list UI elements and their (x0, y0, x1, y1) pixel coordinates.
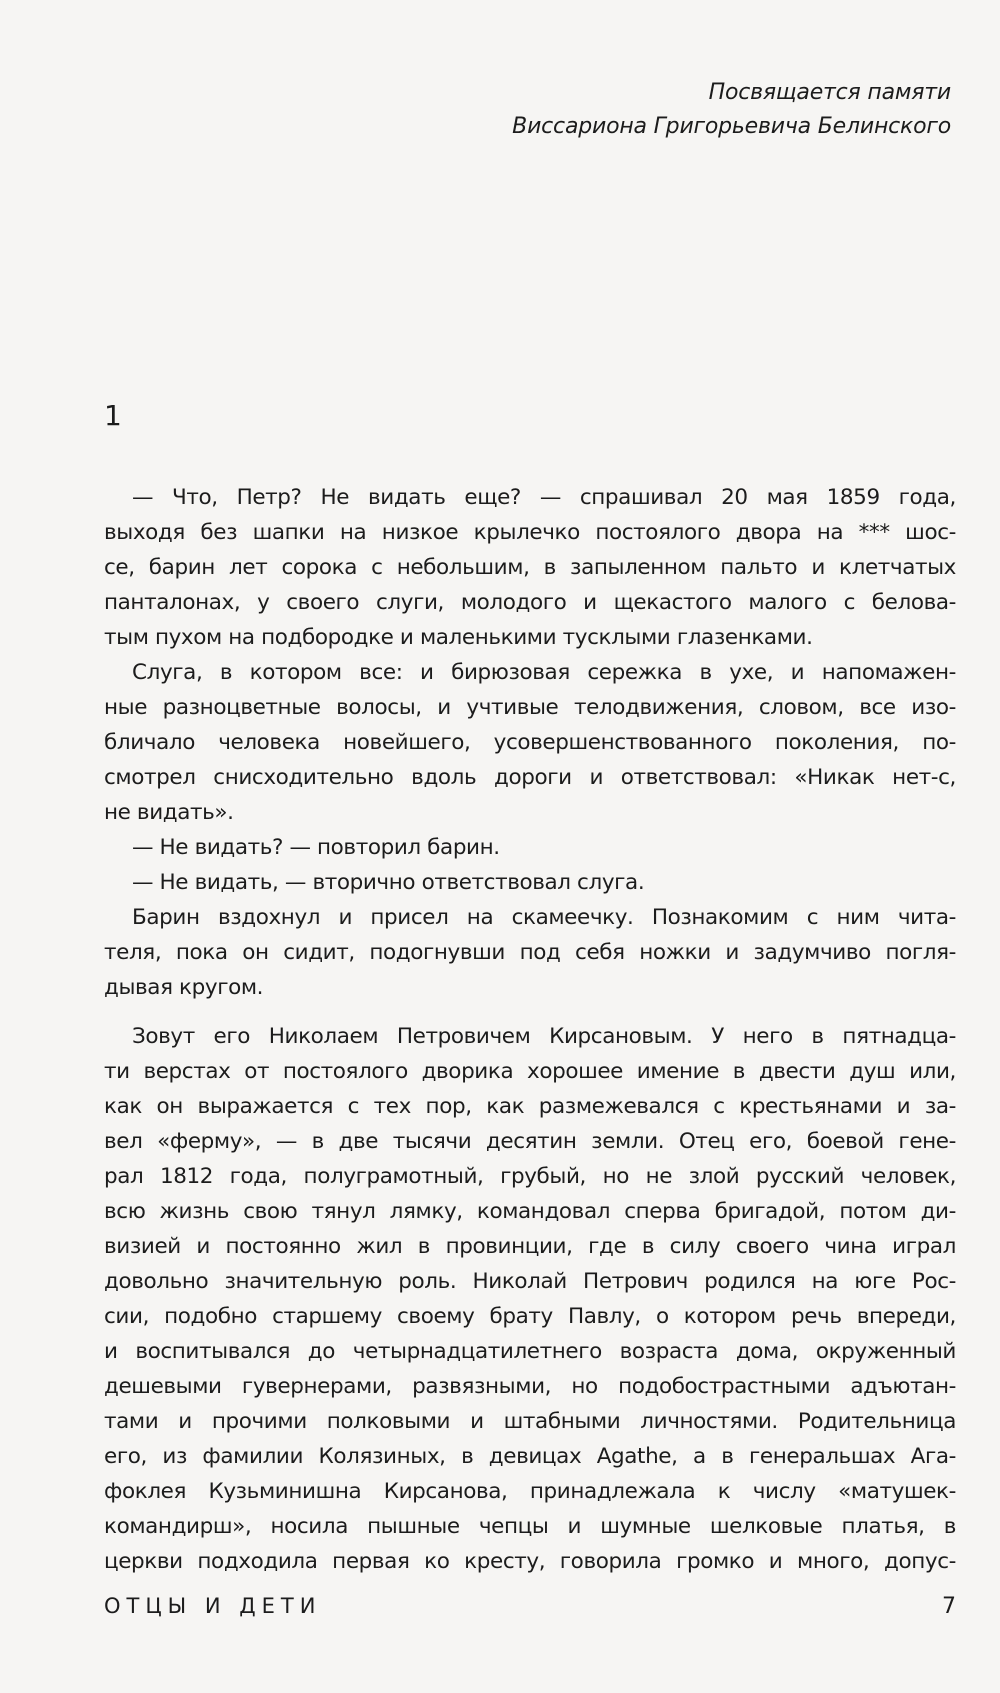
text-line: тами и прочими полковыми и штабными личностями. Родительница (104, 1409, 956, 1434)
text-line: дывая кругом. (104, 975, 264, 1000)
chapter-number: 1 (104, 399, 122, 432)
text-line: се, барин лет сорока с небольшим, в запыленном пальто и клетчатых (104, 555, 956, 580)
text-line: Зовут его Николаем Петровичем Кирсановым. У него в пятнадца- (132, 1024, 956, 1049)
paragraph (104, 830, 956, 865)
text-line: его, из фамилии Колязиных, в девицах Agathe, а в генеральшах Ага- (104, 1444, 956, 1469)
text-line: выходя без шапки на низкое крылечко постоялого двора на *** шос- (104, 520, 956, 545)
paragraph-gap (104, 1005, 956, 1019)
text-line: ные разноцветные волосы, и учтивые телодвижения, словом, все изо- (104, 695, 956, 720)
text-line: церкви подходила первая ко кресту, говорила громко и много, допус- (104, 1549, 956, 1574)
text-line: бличало человека новейшего, усовершенствованного поколения, по- (104, 730, 956, 755)
text-line: — Не видать, — вторично ответствовал слуга. (132, 870, 645, 895)
text-line: командирш», носила пышные чепцы и шумные шелковые платья, в (104, 1514, 956, 1539)
epigraph (351, 76, 951, 144)
text-line: панталонах, у своего слуги, молодого и щекастого малого с белова- (104, 590, 956, 615)
epigraph-line: Посвящается памяти (708, 80, 951, 105)
epigraph-line: Виссариона Григорьевича Белинского (512, 114, 951, 139)
text-line: тым пухом на подбородке и маленькими тусклыми глазенками. (104, 625, 813, 650)
text-line: рал 1812 года, полуграмотный, грубый, но не злой русский человек, (104, 1164, 956, 1189)
paragraph (104, 1019, 956, 1579)
text-line: — Не видать? — повторил барин. (132, 835, 500, 860)
text-line: и воспитывался до четырнадцатилетнего возраста дома, окруженный (104, 1339, 956, 1364)
text-line: Барин вздохнул и присел на скамеечку. Познакомим с ним чита- (132, 905, 956, 930)
text-line: довольно значительную роль. Николай Петрович родился на юге Рос- (104, 1269, 956, 1294)
text-line: как он выражается с тех пор, как размежевался с крестьянами и за- (104, 1094, 956, 1119)
text-line: дешевыми гувернерами, развязными, но подобострастными адъютан- (104, 1374, 956, 1399)
body-text (104, 480, 956, 1579)
text-line: Слуга, в котором все: и бирюзовая сережка в ухе, и напомажен- (132, 660, 956, 685)
paragraph (104, 655, 956, 830)
text-line: — Что, Петр? Не видать еще? — спрашивал 20 мая 1859 года, (132, 485, 956, 510)
text-line: не видать». (104, 800, 234, 825)
paragraph (104, 865, 956, 900)
text-line: вел «ферму», — в две тысячи десятин земли. Отец его, боевой гене- (104, 1129, 956, 1154)
running-title: ОТЦЫ И ДЕТИ (104, 1594, 322, 1618)
text-line: фоклея Кузьминишна Кирсанова, принадлежала к числу «матушек- (104, 1479, 956, 1504)
page-number: 7 (942, 1594, 956, 1619)
text-line: всю жизнь свою тянул лямку, командовал сперва бригадой, потом ди- (104, 1199, 956, 1224)
paragraph (104, 900, 956, 1005)
page-footer (104, 1594, 956, 1626)
text-line: ти верстах от постоялого дворика хорошее имение в двести душ или, (104, 1059, 956, 1084)
text-line: сии, подобно старшему своему брату Павлу, о котором речь впереди, (104, 1304, 956, 1329)
paragraph (104, 480, 956, 655)
text-line: смотрел снисходительно вдоль дороги и ответствовал: «Никак нет-с, (104, 765, 956, 790)
text-line: теля, пока он сидит, подогнувши под себя ножки и задумчиво погля- (104, 940, 956, 965)
text-line: визией и постоянно жил в провинции, где в силу своего чина играл (104, 1234, 956, 1259)
